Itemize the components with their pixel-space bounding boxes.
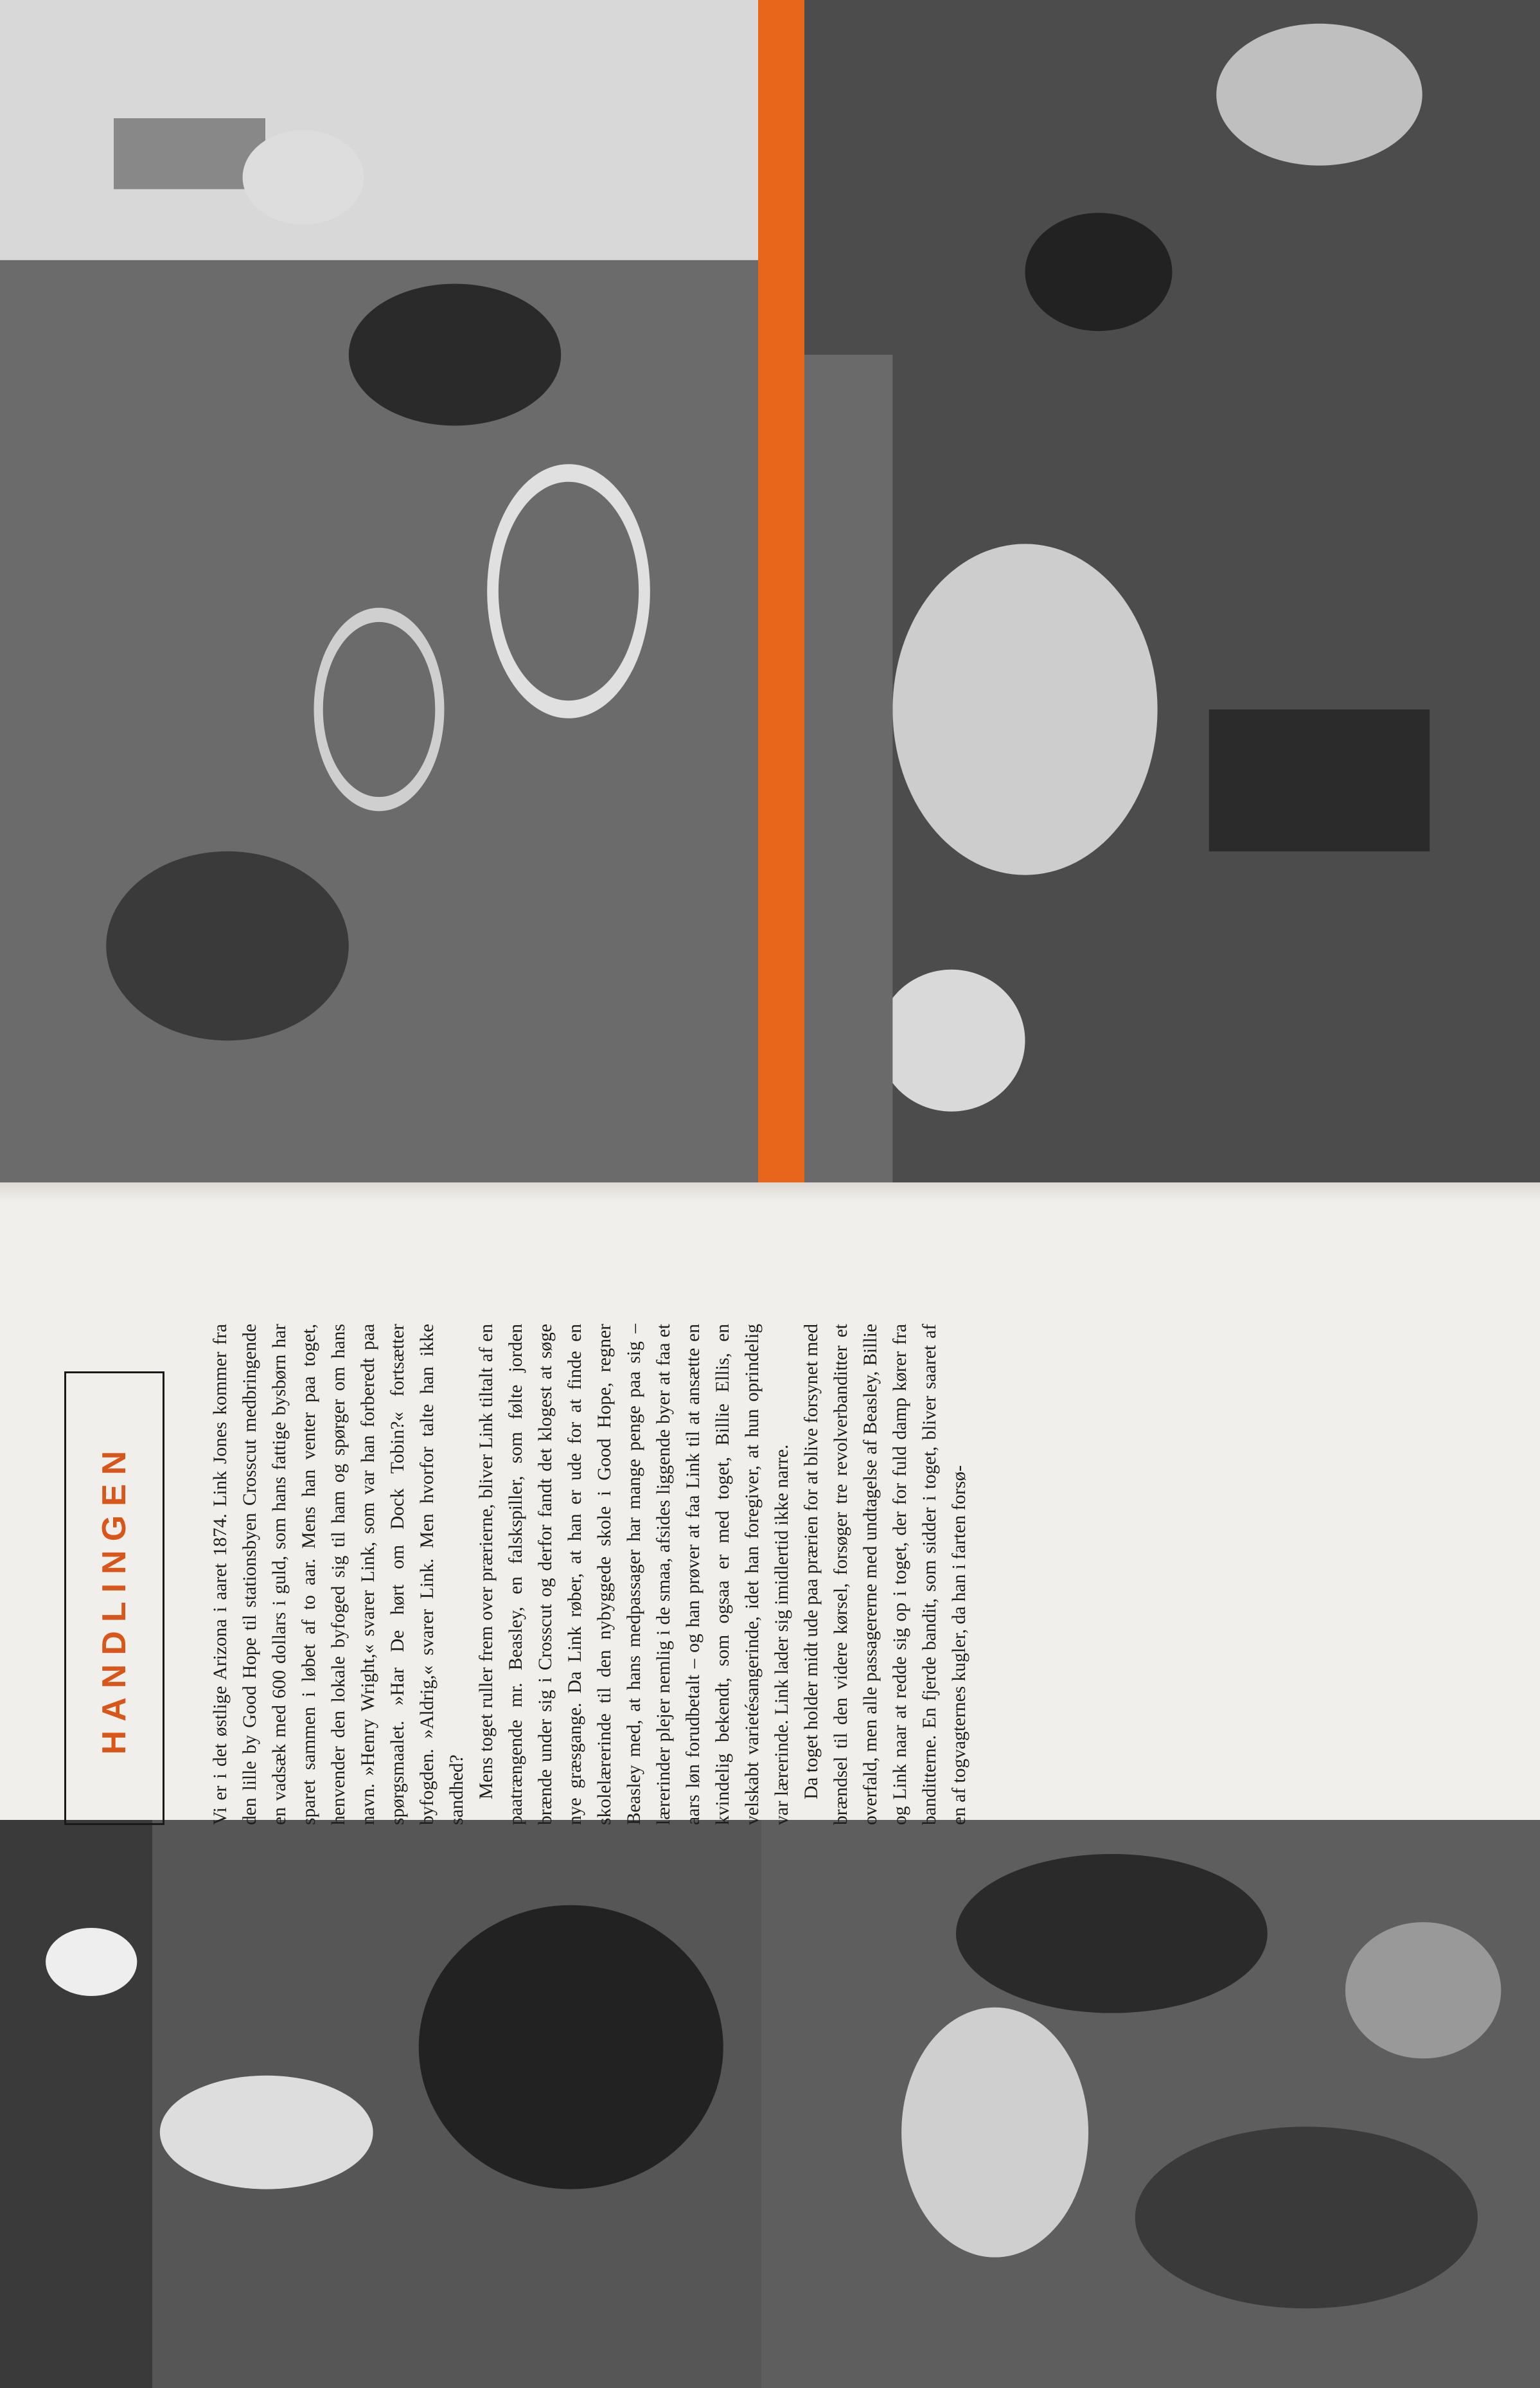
photo-man-horse-art xyxy=(761,1820,1540,2388)
section-title: HANDLINGEN xyxy=(96,1441,133,1755)
story-paragraph: Vi er i det østlige Arizona i aaret 1874. Link Jones kommer fra den lille by Good Hope til stationsbyen Crosscut medbringende en vadsæk med 600 dollars i guld, som hans fattige bysbørn har sparet sammen i løbet af to aar. Mens han venter paa toget, henvender den lokale byfoged sig til ham og spørger om hans navn. »Henry Wright,« svarer Link, som var han forberedt paa spørgsmaalet. »Har De hørt om Dock Tobin?« fortsætter byfogden. »Aldrig,« svarer Link. Men hvorfor talte han ikke sandhed? xyxy=(210,1324,467,1825)
photo-man-horse xyxy=(761,1820,1540,2388)
story-body xyxy=(206,1324,974,1825)
photo-train-rider-art xyxy=(0,1820,761,2388)
photo-men-shovel xyxy=(804,0,1540,1182)
story-text-panel xyxy=(0,1324,1452,1825)
orange-divider-strip xyxy=(758,0,804,1182)
photo-wagon-camp xyxy=(0,0,758,1182)
story-paragraph: Mens toget ruller frem over prærierne, bliver Link tiltalt af en paatrængende mr. Beasley, en falskspiller, som følte jorden brænde under sig i Crosscut og derfor fandt det klogest at søge nye græsgange. Da Link røber, at han er ude for at finde en skolelærerinde til den nybyggede skole i Good Hope, regner Beasley med, at hans medpassager har mange penge paa sig – lærerinder plejer nemlig i de smaa, afsides liggende byer at faa et aars løn forudbetalt – og han prøver at faa Link til at ansætte en kvindelig bekendt, som ogsaa er med toget, Billie Ellis, en velskabt varietésangerinde, idet han foregiver, at hun oprindelig var lærerinde. Link lader sig imidlertid ikke narre. xyxy=(476,1324,792,1825)
photo-train-rider xyxy=(0,1820,761,2388)
title-frame xyxy=(64,1371,164,1825)
story-paragraph: Da toget holder midt ude paa prærien for at blive forsynet med brændsel til den videre kørsel, forsøger tre revolverbanditter et overfald, men alle passagererne med undtagelse af Beasley, Billie og Link naar at redde sig op i toget, der for fuld damp kører fra banditterne. En fjerde bandit, som sidder i toget, bliver saaret af en af togvagternes kugler, da han i farten forsø- xyxy=(801,1324,969,1825)
photo-wagon-camp-art xyxy=(0,0,758,1182)
page-fold xyxy=(0,1182,1540,1202)
photo-men-shovel-art xyxy=(804,0,1540,1182)
